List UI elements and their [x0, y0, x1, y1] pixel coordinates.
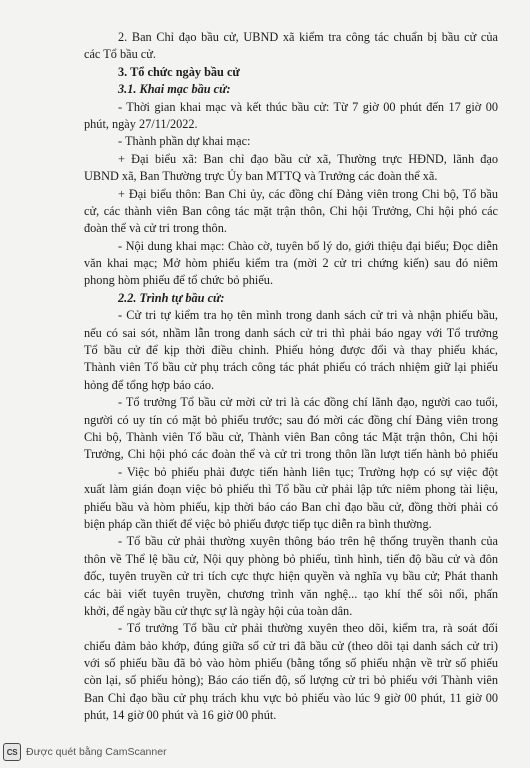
opening-content-paragraph: [84, 238, 498, 290]
village-delegates-line: đoàn thể và cử tri trong thôn.: [84, 221, 227, 236]
monitoring-line: còn lại, số phiếu hỏng); Báo cáo tiến độ, số lượng cử tri bỏ phiếu với Thành viên: [84, 673, 498, 688]
voter-check-line: Tổ bầu cử để kịp thời điều chỉnh. Phiếu hỏng được đổi và thay phiếu khác,: [84, 343, 498, 358]
continuous-voting-line: - Việc bỏ phiếu phải được tiến hành liên tục; Trường hợp có sự việc đột: [118, 464, 498, 479]
opening-time-line: phút, ngày 27/11/2022.: [84, 116, 198, 131]
continuous-voting-line: xuất làm gián đoạn việc bỏ phiếu thì Tổ bầu cử phải lập tức niêm phong tài liệu,: [84, 482, 498, 497]
section-3-heading: 3. Tổ chức ngày bầu cử: [118, 64, 240, 79]
opening-content-line: phong hòm phiếu để tổ chức bỏ phiếu.: [84, 273, 274, 288]
camscanner-logo-icon: CS: [3, 743, 21, 761]
commune-delegates-line: + Đại biểu xã: Ban chỉ đạo bầu cử xã, Thường trực HĐND, lãnh đạo: [118, 151, 498, 166]
continuous-voting-line: biện pháp cần thiết để việc bỏ phiếu được tiếp tục diễn ra bình thường.: [84, 516, 432, 531]
village-delegates-line: + Đại biểu thôn: Ban Chi ủy, các đồng chí Đảng viên trong Chi bộ, Tổ bầu: [118, 186, 498, 201]
monitoring-line: phút, 14 giờ 00 phút và 16 giờ 00 phút.: [84, 708, 277, 723]
voter-check-line: - Cử tri tự kiểm tra họ tên mình trong danh sách cử tri và nhận phiếu bầu,: [118, 308, 498, 323]
broadcasting-line: đốc, tuyên truyền cử tri tích cực thực hiện quyền và nghĩa vụ bầu cử; Phát thanh: [84, 569, 498, 584]
voting-order-line: Trưởng, Chi hội phó các đoàn thể và cử tri trong thôn lần lượt tiến hành bỏ phiếu: [84, 447, 498, 462]
opening-time-line: - Thời gian khai mạc và kết thúc bầu cử: Từ 7 giờ 00 phút đến 17 giờ 00: [118, 99, 498, 114]
voting-order-line: - Tổ trưởng Tổ bầu cử mời cử tri là các đồng chí lãnh đạo, người cao tuổi,: [118, 395, 498, 410]
voter-check-line: hỏng để tổng hợp báo cáo.: [84, 377, 215, 392]
broadcasting-line: thôn về Thể lệ bầu cử, Nội quy phòng bỏ phiếu, tình hình, tiến độ bầu cử và đôn: [84, 551, 498, 566]
opening-time-paragraph: [84, 99, 498, 134]
scanner-footer: [3, 743, 167, 761]
scanner-caption: Được quét bằng CamScanner: [26, 746, 167, 758]
item-2-paragraph: [84, 29, 498, 64]
attendees-label: - Thành phần dự khai mạc:: [118, 134, 251, 149]
continuous-voting-paragraph: [84, 464, 498, 534]
monitoring-line: chiếu đảm bảo khớp, đúng giữa số cử tri đã bầu cử (theo dõi tại danh sách cử tri): [84, 638, 498, 653]
broadcasting-line: - Tổ bầu cử phải thường xuyên thông báo trên hệ thống truyền thanh của: [118, 534, 498, 549]
section-2-2-heading: 2.2. Trình tự bầu cử:: [118, 290, 225, 305]
village-delegates-paragraph: [84, 186, 498, 238]
commune-delegates-line: UBND xã, Ban Thường trực Ủy ban MTTQ và Trưởng các đoàn thể xã.: [84, 169, 438, 184]
opening-content-line: - Nội dung khai mạc: Chào cờ, tuyên bố lý do, giới thiệu đại biểu; Đọc diễn: [118, 238, 498, 253]
monitoring-line: Ban Chỉ đạo bầu cử phụ trách khu vực bỏ phiếu vào lúc 9 giờ 00 phút, 11 giờ 00: [84, 690, 498, 705]
monitoring-paragraph: [84, 620, 498, 724]
village-delegates-line: cử, các thành viên Ban công tác mặt trận thôn, Chi hội Trưởng, Chi hội phó các: [84, 203, 498, 218]
voter-check-line: Thành viên Tổ bầu cử phụ trách công tác phát phiếu có trách nhiệm giữ lại phiếu: [84, 360, 498, 375]
monitoring-line: với số phiếu bầu đã bỏ vào hòm phiếu (bằng tổng số phiếu nhận về trừ số phiếu: [84, 656, 498, 671]
section-3-1-heading: 3.1. Khai mạc bầu cử:: [118, 82, 231, 97]
monitoring-line: - Tổ trưởng Tổ bầu cử phải thường xuyên theo dõi, kiểm tra, rà soát đối: [118, 621, 498, 636]
voter-check-line: nếu có sai sót, nhầm lẫn trong danh sách cử tri thì phải báo ngay với Tổ trưởng: [84, 325, 498, 340]
broadcasting-paragraph: [84, 533, 498, 620]
broadcasting-line: các bài viết tuyên truyền, chương trình văn nghệ... tạo khí thế sôi nổi, phấn: [84, 586, 498, 601]
voting-order-paragraph: [84, 394, 498, 464]
item-2-line: các Tổ bầu cử.: [84, 47, 156, 62]
document-body: [84, 29, 498, 725]
item-2-line: 2. Ban Chỉ đạo bầu cử, UBND xã kiểm tra công tác chuẩn bị bầu cử của: [118, 30, 498, 44]
opening-content-line: văn khai mạc; Mở hòm phiếu kiểm tra (mời 2 cử tri chứng kiến) sau đó niêm: [84, 256, 498, 271]
broadcasting-line: khởi, để ngày bầu cử thực sự là ngày hội của toàn dân.: [84, 603, 353, 618]
voting-order-line: Chi bộ, Thành viên Tổ bầu cử, Thành viên Ban công tác Mặt trận thôn, Chi hội: [84, 429, 498, 444]
continuous-voting-line: phiếu bầu và hòm phiếu, kịp thời báo cáo Ban chỉ đạo bầu cử, đồng thời phải có: [84, 499, 498, 514]
voting-order-line: người có uy tín có mặt bỏ phiếu trước; sau đó mời các đồng chí Đảng viên trong: [84, 412, 498, 427]
commune-delegates-paragraph: [84, 151, 498, 186]
voter-check-paragraph: [84, 307, 498, 394]
